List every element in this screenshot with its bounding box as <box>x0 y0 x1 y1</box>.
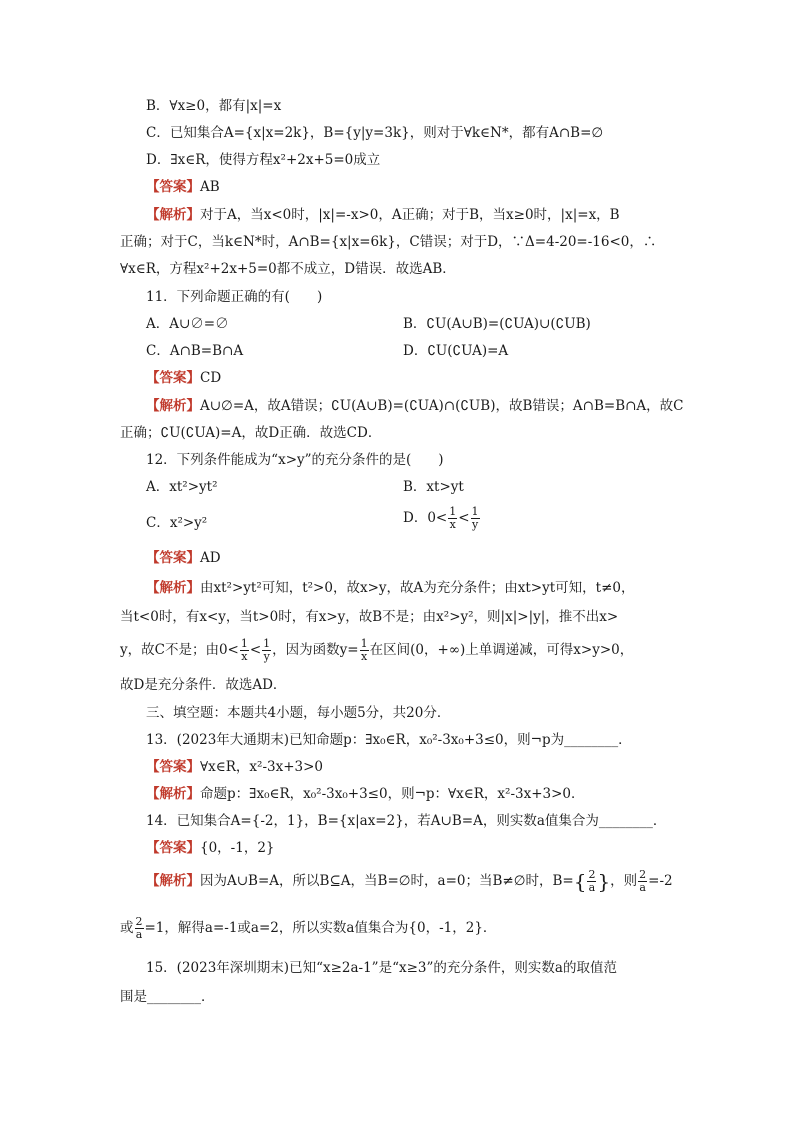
fraction-1-over-y: $\frac{1}{y}$ <box>471 505 479 531</box>
analysis-tag: 【解析】 <box>146 398 200 414</box>
q11-option-a: A．A∪∅=∅ <box>146 316 229 332</box>
answer-tag: 【答案】 <box>146 179 200 195</box>
q10-option-c: C．已知集合A={x|x=2k}，B={y|y=3k}，则对于∀k∈N*，都有A∩B=∅ <box>146 125 604 141</box>
answer-value: CD <box>200 370 222 386</box>
q12-analysis-line-2: 当t<0时，有x<y，当t>0时，有x>y，故B不是；由x²>y²，则|x|>|y|，推不出x> <box>120 609 619 625</box>
q12-analysis-line-1: 【解析】由xt²>yt²可知，t²>0，故x>y，故A为充分条件；由xt>yt可知，t≠0， <box>146 580 635 596</box>
q12-stem: 12．下列条件能成为“x>y”的充分条件的是( ) <box>146 452 444 468</box>
fraction-1-over-x: $\frac{1}{x}$ <box>360 637 368 663</box>
q11-option-d: D．∁U(∁UA)=A <box>403 343 509 359</box>
q12-analysis-line-3: y，故C不是；由0< $\frac{1}{x}$ < $\frac{1}{y}$ ，因为函数y= $\frac{1}{x}$ 在区间(0，+∞)上单调递减，可得x>y>0， <box>120 637 634 663</box>
q12-option-a: A．xt²>yt² <box>146 479 218 495</box>
analysis-tag: 【解析】 <box>146 873 200 889</box>
analysis-tag: 【解析】 <box>146 786 200 802</box>
q15-stem-line-1: 15．(2023年深圳期末)已知“x≥2a-1”是“x≥3”的充分条件，则实数a的取值范 <box>146 960 617 976</box>
q11-answer <box>146 368 221 388</box>
q13-answer <box>146 757 323 777</box>
answer-value: {0，-1，2} <box>200 840 275 856</box>
q13-stem: 13．(2023年大通期末)已知命题p：∃x₀∈R，x₀²-3x₀+3≤0，则¬p为________． <box>146 732 632 748</box>
answer-value: ∀x∈R，x²-3x+3>0 <box>200 759 324 775</box>
fraction-1-over-x: $\frac{1}{x}$ <box>449 505 457 531</box>
q11-option-b: B．∁U(A∪B)=(∁UA)∪(∁UB) <box>403 316 591 332</box>
q10-analysis-line-2: 正确；对于C，当k∈N*时，A∩B={x|x=6k}，C错误；对于D，∵Δ=4-20=-16<0，∴ <box>120 234 657 250</box>
q14-answer <box>146 838 275 858</box>
q15-stem-line-2: 围是________． <box>120 989 215 1005</box>
q12-option-c: C．x²>y² <box>146 515 208 531</box>
q10-analysis-line-1: 【解析】对于A，当x<0时，|x|=-x>0，A正确；对于B，当x≥0时，|x|=x，B <box>146 207 620 223</box>
analysis-tag: 【解析】 <box>146 207 200 223</box>
answer-tag: 【答案】 <box>146 759 200 775</box>
q14-stem: 14．已知集合A={-2，1}，B={x|ax=2}，若A∪B=A，则实数a值集合为________． <box>146 813 667 829</box>
q13-analysis: 【解析】命题p：∃x₀∈R，x₀²-3x₀+3≤0，则¬p：∀x∈R，x²-3x+3>0． <box>146 786 585 802</box>
q12-analysis-line-4: 故D是充分条件．故选AD． <box>120 677 287 693</box>
fraction-2-over-a: $\frac{2}{a}$ <box>588 868 596 894</box>
answer-tag: 【答案】 <box>146 550 200 566</box>
fraction-1-over-y: $\frac{1}{y}$ <box>263 637 271 663</box>
q10-option-d: D．∃x∈R，使得方程x²+2x+5=0成立 <box>146 152 381 168</box>
fraction-2-over-a: $\frac{2}{a}$ <box>135 915 143 941</box>
left-brace: { <box>573 869 587 894</box>
answer-value: AB <box>200 179 220 195</box>
q14-analysis-line-1: 【解析】因为A∪B=A，所以B⊆A，当B=∅时，a=0；当B≠∅时，B={ $\frac{2}{a}$ }，则 $\frac{2}{a}$ =-2 <box>146 868 673 894</box>
q11-analysis-line-1: 【解析】A∪∅=A，故A错误；∁U(A∪B)=(∁UA)∩(∁UB)，故B错误；A∩B=B∩A，故C <box>146 398 684 414</box>
section-heading: 三、填空题：本题共4小题，每小题5分，共20分． <box>146 705 451 721</box>
fraction-1-over-x: $\frac{1}{x}$ <box>240 637 248 663</box>
q11-analysis-line-2: 正确；∁U(∁UA)=A，故D正确．故选CD． <box>120 425 382 441</box>
q14-analysis-line-2: 或 $\frac{2}{a}$ =1，解得a=-1或a=2，所以实数a值集合为{0，-1，2}． <box>120 915 497 941</box>
fraction-2-over-a: $\frac{2}{a}$ <box>639 868 647 894</box>
q10-option-b: B．∀x≥0，都有|x|=x <box>146 98 282 114</box>
right-brace: } <box>597 869 611 894</box>
q11-option-c: C．A∩B=B∩A <box>146 343 244 359</box>
analysis-tag: 【解析】 <box>146 580 200 596</box>
answer-tag: 【答案】 <box>146 840 200 856</box>
q10-analysis-line-3: ∀x∈R，方程x²+2x+5=0都不成立，D错误．故选AB． <box>120 261 456 277</box>
answer-tag: 【答案】 <box>146 370 200 386</box>
q12-answer <box>146 548 221 568</box>
q12-option-d: D．0< $\frac{1}{x}$ < $\frac{1}{y}$ <box>403 505 479 531</box>
q10-answer <box>146 177 220 197</box>
q11-stem: 11．下列命题正确的有( ) <box>146 289 323 305</box>
q12-option-b: B．xt>yt <box>403 479 464 495</box>
answer-value: AD <box>200 550 221 566</box>
